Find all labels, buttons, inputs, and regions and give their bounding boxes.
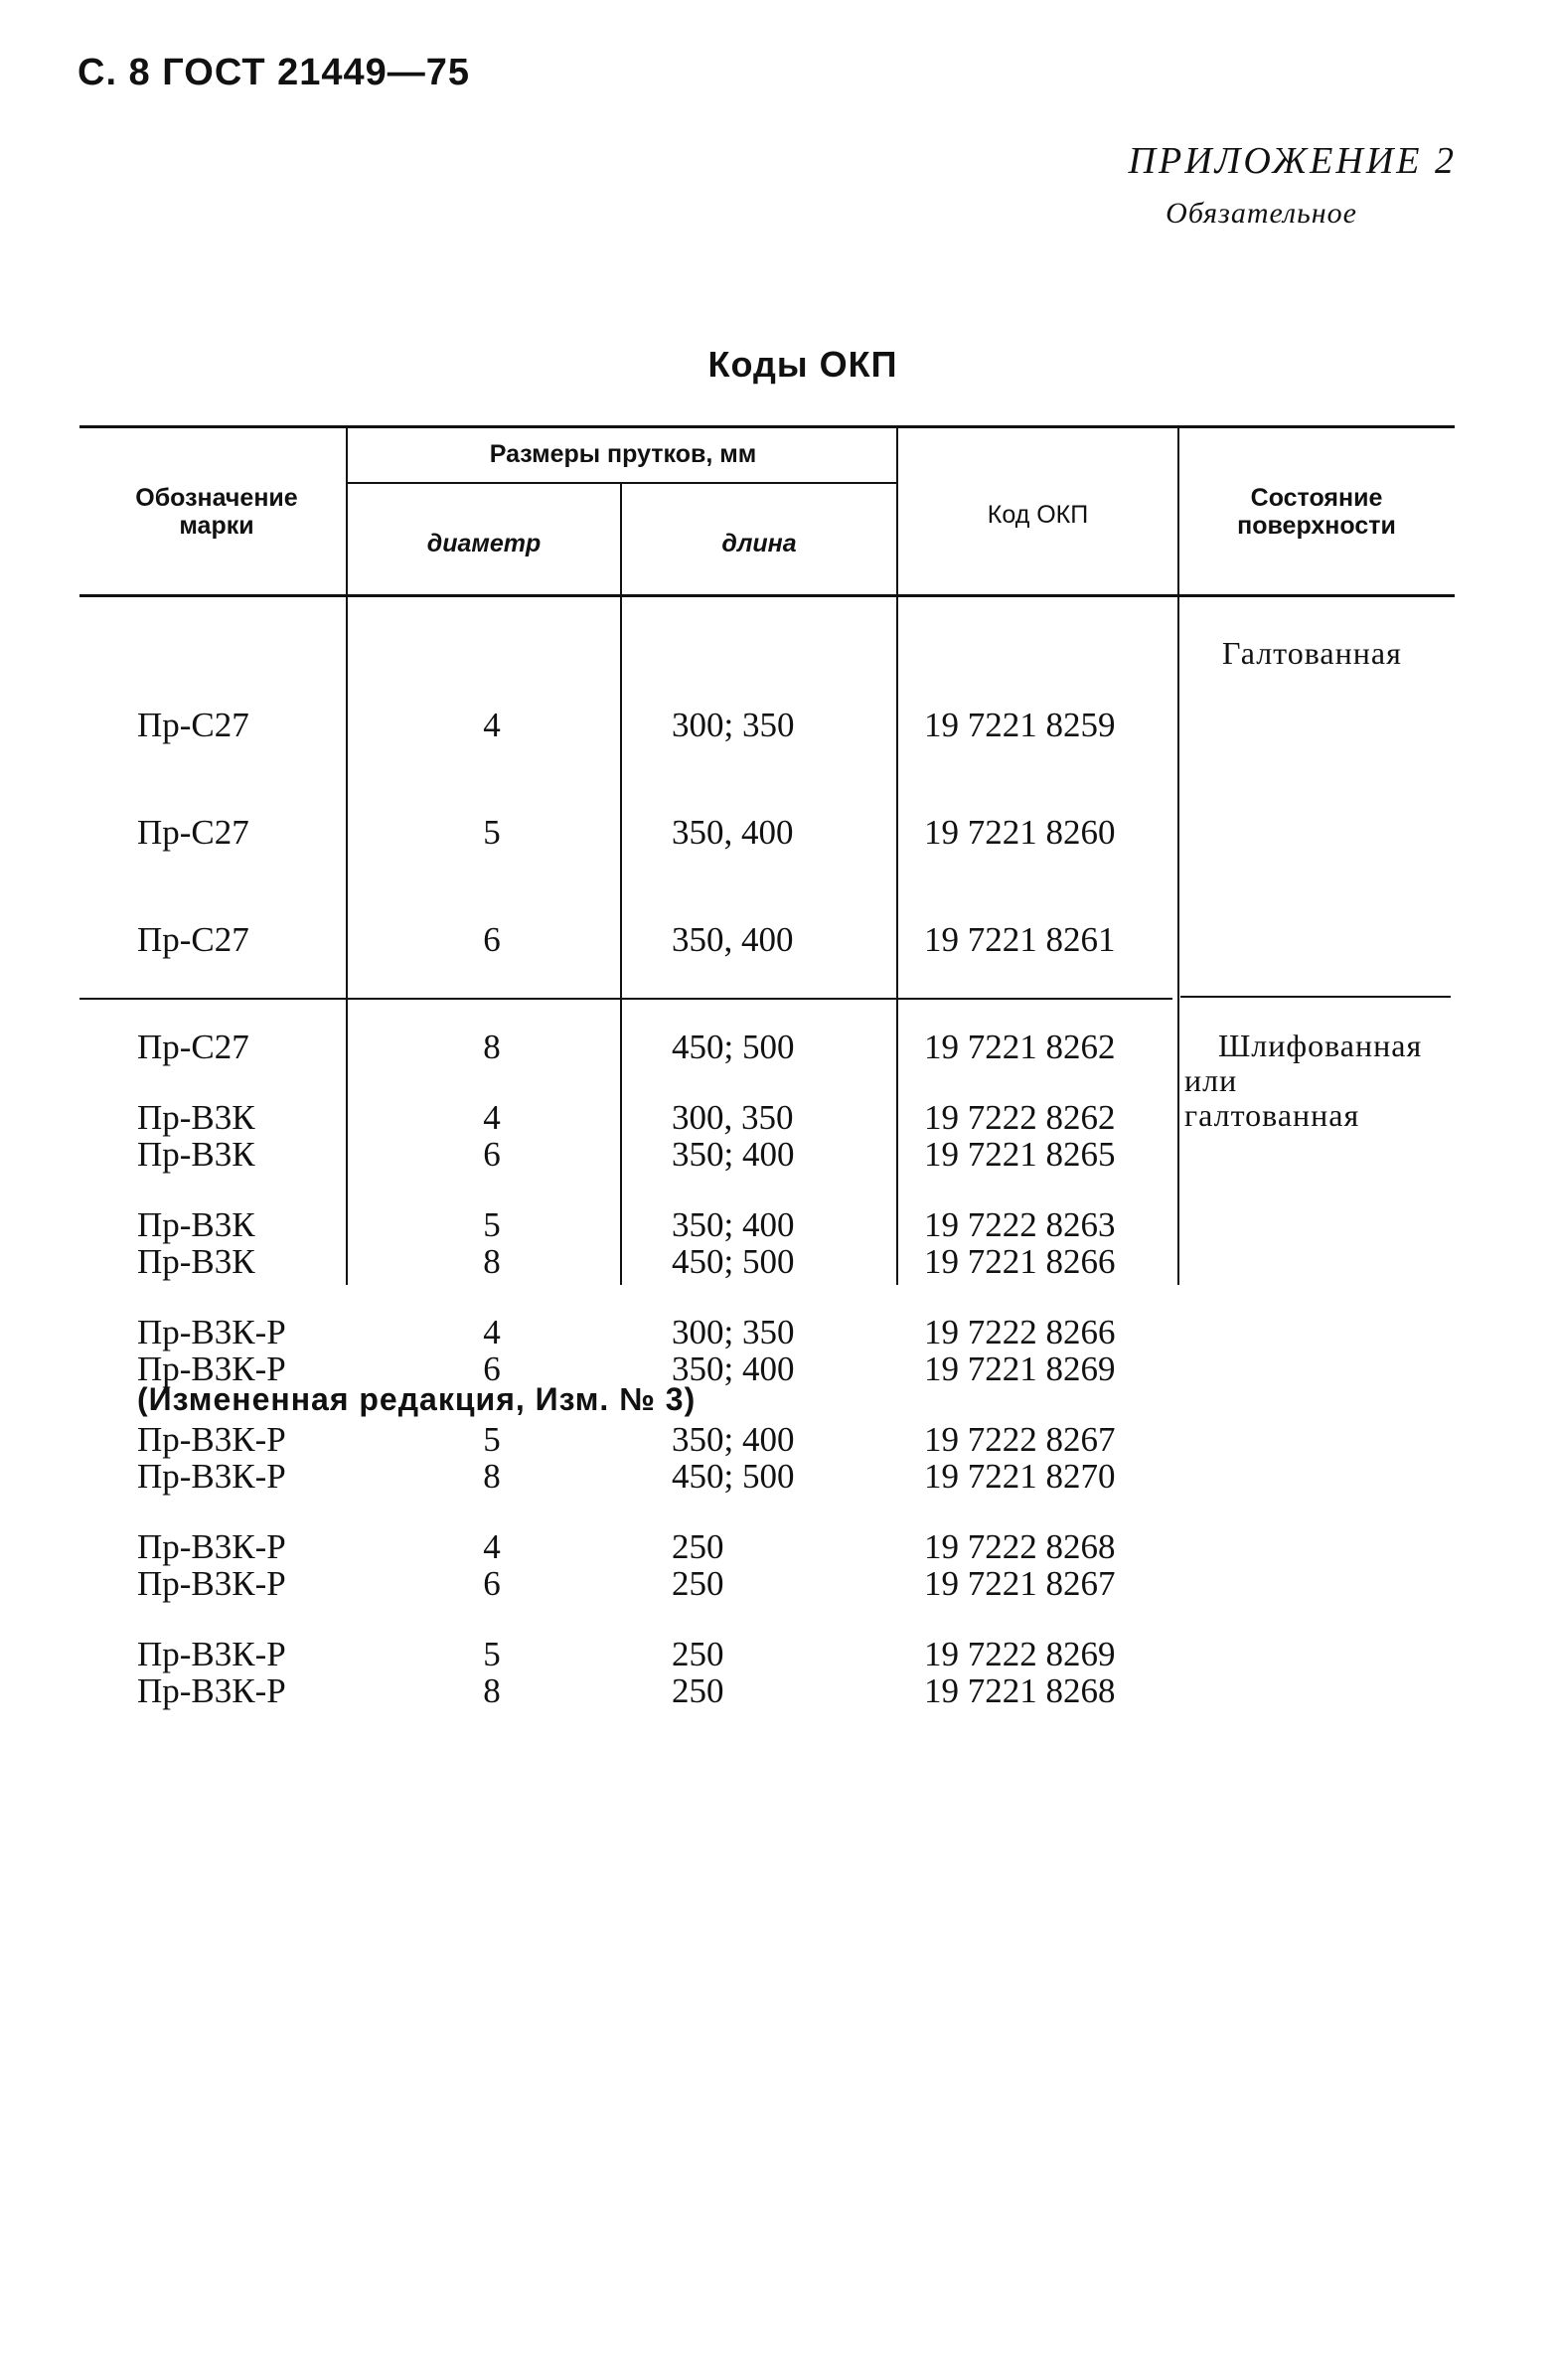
table-row-mark: Пр-В3К-Р [137, 1349, 286, 1388]
table-row-diameter: 5 [483, 1205, 501, 1244]
surface-line: или [1184, 1062, 1238, 1098]
table-row-code: 19 7222 8268 [924, 1527, 1116, 1566]
table-row-diameter: 8 [483, 1028, 501, 1066]
vrule-mark [346, 428, 348, 1285]
table-row-length: 300; 350 [672, 706, 795, 744]
table-row-length: 250 [672, 1671, 724, 1710]
table-row-diameter: 8 [483, 1242, 501, 1281]
table-row-code: 19 7221 8261 [924, 920, 1116, 959]
col-header-surface: Состояние поверхности [1237, 484, 1396, 540]
table-row-code: 19 7222 8262 [924, 1098, 1116, 1137]
table-row-mark: Пр-В3К [137, 1098, 255, 1137]
vrule-diameter [620, 484, 622, 1285]
table-row-length: 350, 400 [672, 920, 794, 959]
table-row-mark: Пр-В3К [137, 1205, 255, 1244]
table-top-rule [79, 425, 1455, 428]
col-header-sizes: Размеры прутков, мм [489, 440, 757, 468]
group2-mark-column [137, 1029, 286, 1708]
table-row-length: 450; 500 [672, 1028, 795, 1066]
table-row-mark: Пр-В3К-Р [137, 1420, 286, 1459]
vrule-code [1177, 428, 1179, 1285]
table-row-length: 300; 350 [672, 1313, 795, 1351]
table-row-diameter: 4 [483, 706, 501, 744]
col-header-okp-code: Код ОКП [987, 501, 1089, 529]
table-row-code: 19 7221 8269 [924, 1349, 1116, 1388]
table-row-code: 19 7221 8270 [924, 1457, 1116, 1496]
group2-surface [1184, 1029, 1422, 1133]
surface-line: галтованная [1184, 1097, 1360, 1133]
revision-note: (Измененная редакция, Изм. № 3) [137, 1381, 697, 1417]
table-row-mark: Пр-С27 [137, 813, 249, 852]
table-row-code: 19 7222 8263 [924, 1205, 1116, 1244]
table-row-length: 300, 350 [672, 1098, 794, 1137]
table-row-mark: Пр-В3К-Р [137, 1457, 286, 1496]
table-row-diameter: 8 [483, 1457, 501, 1496]
table-row-diameter: 4 [483, 1098, 501, 1137]
appendix-status: Обязательное [1166, 197, 1357, 230]
group2-length-column [672, 1029, 794, 1708]
col-header-length: длина [721, 530, 797, 557]
table-row-code: 19 7222 8267 [924, 1420, 1116, 1459]
page-reference: С. 8 ГОСТ 21449—75 [78, 52, 471, 93]
group-separator-right [1180, 996, 1451, 998]
table-row-code: 19 7221 8262 [924, 1028, 1116, 1066]
table-row-diameter: 5 [483, 1420, 501, 1459]
table-row-diameter: 6 [483, 1135, 501, 1174]
vrule-length [896, 428, 898, 1285]
table-row-code: 19 7221 8268 [924, 1671, 1116, 1710]
table-row-length: 450; 500 [672, 1457, 795, 1496]
table-row-length: 450; 500 [672, 1242, 795, 1281]
appendix-title: ПРИЛОЖЕНИЕ 2 [1128, 140, 1457, 182]
col-header-diameter: диаметр [426, 530, 542, 557]
group2-code-column [924, 1029, 1116, 1708]
surface-line: Шлифованная [1218, 1028, 1423, 1063]
table-row-code: 19 7221 8267 [924, 1564, 1116, 1603]
table-row-length: 350; 400 [672, 1205, 795, 1244]
table-row-mark: Пр-В3К-Р [137, 1635, 286, 1673]
table-row-length: 350; 400 [672, 1349, 795, 1388]
table-title: Коды ОКП [707, 344, 898, 385]
col-header-mark: Обозначение марки [135, 484, 298, 540]
table-row-mark: Пр-В3К [137, 1242, 255, 1281]
table-row-length: 350, 400 [672, 813, 794, 852]
group2-diameter-column [477, 1029, 507, 1708]
table-row-code: 19 7221 8260 [924, 813, 1116, 852]
table-row-mark: Пр-С27 [137, 706, 249, 744]
table-row-diameter: 6 [483, 920, 501, 959]
table-row-code: 19 7222 8266 [924, 1313, 1116, 1351]
table-row-code: 19 7222 8269 [924, 1635, 1116, 1673]
table-row-diameter: 5 [483, 813, 501, 852]
table-row-length: 250 [672, 1635, 724, 1673]
table-row-diameter: 6 [483, 1564, 501, 1603]
table-row-diameter: 4 [483, 1527, 501, 1566]
table-row-length: 250 [672, 1564, 724, 1603]
table-row-diameter: 6 [483, 1349, 501, 1388]
table-row-length: 250 [672, 1527, 724, 1566]
table-row-mark: Пр-В3К-Р [137, 1527, 286, 1566]
table-row-code: 19 7221 8266 [924, 1242, 1116, 1281]
group1-surface: Галтованная [1222, 635, 1402, 671]
table-row-mark: Пр-С27 [137, 920, 249, 959]
table-row-diameter: 5 [483, 1635, 501, 1673]
header-bottom-rule [79, 594, 1455, 597]
table-row-diameter: 8 [483, 1671, 501, 1710]
table-row-mark: Пр-В3К-Р [137, 1671, 286, 1710]
table-row-diameter: 4 [483, 1313, 501, 1351]
table-row-code: 19 7221 8265 [924, 1135, 1116, 1174]
table-row-mark: Пр-В3К-Р [137, 1564, 286, 1603]
table-row-mark: Пр-В3К [137, 1135, 255, 1174]
table-row-mark: Пр-С27 [137, 1028, 249, 1066]
table-row-code: 19 7221 8259 [924, 706, 1116, 744]
table-row-length: 350; 400 [672, 1135, 795, 1174]
table-row-length: 350; 400 [672, 1420, 795, 1459]
table-row-mark: Пр-В3К-Р [137, 1313, 286, 1351]
